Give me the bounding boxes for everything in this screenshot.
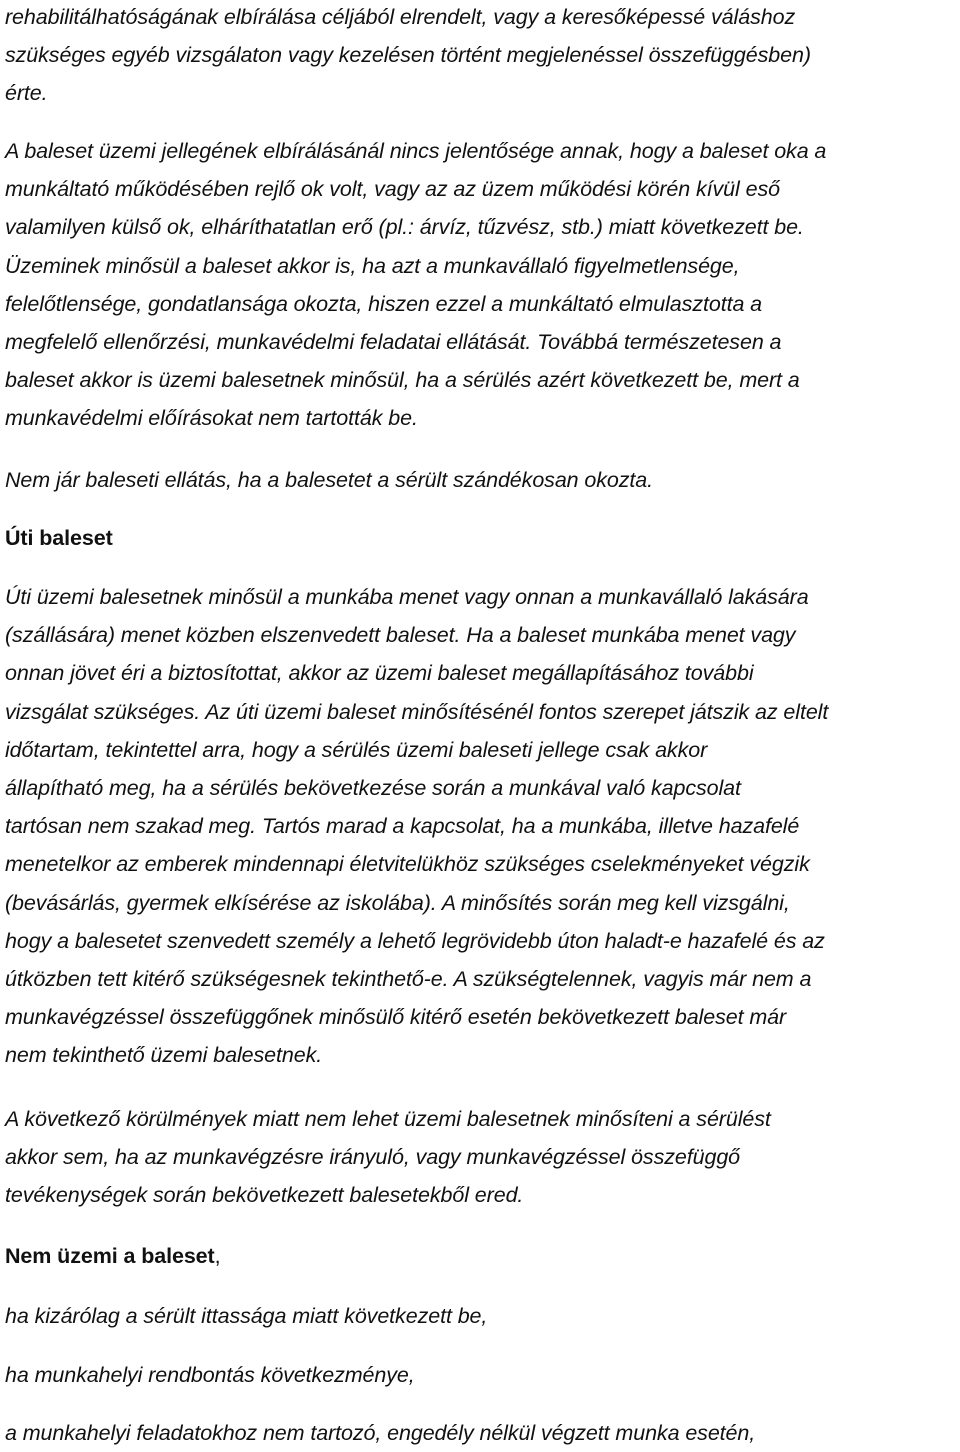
text-line: baleset akkor is üzemi balesetnek minősül, ha a sérülés azért következett be, mert a: [5, 368, 800, 393]
intro-paragraph: [5, 0, 811, 113]
text-line: (szállására) menet közben elszenvedett baleset. Ha a baleset munkába menet vagy: [5, 623, 796, 648]
text-line: megfelelő ellenőrzési, munkavédelmi feladatai ellátását. Továbbá természetesen a: [5, 330, 782, 355]
text-line: munkavédelmi előírásokat nem tartották be.: [5, 406, 418, 431]
heading-bold: Nem üzemi a baleset: [5, 1244, 215, 1268]
exclusion-item: [5, 1297, 487, 1335]
text-line: munkáltató működésében rejlő ok volt, vagy az az üzem működési körén kívül eső: [5, 177, 780, 202]
text-line: vizsgálat szükséges. Az úti üzemi baleset minősítésénél fontos szerepet játszik az eltelt: [5, 699, 829, 724]
text-line: A baleset üzemi jellegének elbírálásánál nincs jelentősége annak, hogy a baleset oka a: [5, 139, 827, 163]
text-line: hogy a balesetet szenvedett személy a lehető legrövidebb úton haladt-e hazafelé és az: [5, 928, 825, 953]
text-line: állapítható meg, ha a sérülés bekövetkezése során a munkával való kapcsolat: [5, 776, 741, 801]
list-item: a munkahelyi feladatokhoz nem tartozó, engedély nélkül végzett munka esetén,: [5, 1421, 756, 1445]
text-line: szükséges egyéb vizsgálaton vagy kezelésen történt megjelenéssel összefüggésben): [5, 43, 811, 68]
text-line: útközben tett kitérő szükségesnek tekinthető-e. A szükségtelennek, vagyis már nem a: [5, 967, 812, 992]
text-line: menetelkor az emberek mindennapi életvitelükhöz szükséges cselekményeket végzik: [5, 852, 810, 877]
text-line: munkavégzéssel összefüggőnek minősülő kitérő esetén bekövetkezett baleset már: [5, 1005, 787, 1030]
text-line: A következő körülmények miatt nem lehet üzemi balesetnek minősíteni a sérülést: [5, 1107, 771, 1131]
heading-text: [5, 1237, 220, 1275]
text-line: rehabilitálhatóságának elbírálása céljából elrendelt, vagy a keresőképessé váláshoz: [5, 5, 796, 29]
text-line: felelőtlensége, gondatlansága okozta, hiszen ezzel a munkáltató elmulasztotta a: [5, 291, 763, 316]
heading-non-work-accident: [5, 1237, 220, 1275]
list-item: ha kizárólag a sérült ittassága miatt következett be,: [5, 1304, 488, 1328]
text-line: Úti üzemi balesetnek minősül a munkába menet vagy onnan a munkavállaló lakására: [5, 585, 809, 609]
heading-comma: ,: [214, 1244, 221, 1268]
text-line: Üzeminek minősül a baleset akkor is, ha azt a munkavállaló figyelmetlensége,: [5, 253, 740, 278]
exclusion-item: [5, 1414, 755, 1452]
text-line: Nem jár baleseti ellátás, ha a balesetet a sérült szándékosan okozta.: [5, 468, 654, 492]
text-line: onnan jövet éri a biztosítottat, akkor az üzemi baleset megállapításához további: [5, 661, 754, 686]
text-line: akkor sem, ha az munkavégzésre irányuló, vagy munkavégzéssel összefüggő: [5, 1145, 741, 1170]
text-line: időtartam, tekintettel arra, hogy a sérülés üzemi baleseti jellege csak akkor: [5, 737, 708, 762]
list-item: ha munkahelyi rendbontás következménye,: [5, 1363, 415, 1387]
text-line: (bevásárlás, gyermek elkísérése az iskolába). A minősítés során meg kell vizsgálni,: [5, 890, 790, 915]
commuting-accident-paragraph: [5, 578, 828, 1075]
text-line: tartósan nem szakad meg. Tartós marad a kapcsolat, ha a munkába, illetve hazafelé: [5, 814, 800, 839]
heading-commuting-accident: [5, 519, 113, 557]
text-line: nem tekinthető üzemi balesetnek.: [5, 1043, 323, 1068]
text-line: valamilyen külső ok, elháríthatatlan erő (pl.: árvíz, tűzvész, stb.) miatt következett be.: [5, 215, 804, 240]
intentional-injury-paragraph: [5, 461, 653, 499]
heading-text: Úti baleset: [5, 526, 113, 550]
exclusions-intro-paragraph: [5, 1100, 771, 1215]
liability-paragraph: [5, 132, 826, 438]
text-line: érte.: [5, 81, 48, 106]
text-line: tevékenységek során bekövetkezett balesetekből ered.: [5, 1183, 524, 1208]
exclusion-item: [5, 1356, 415, 1394]
